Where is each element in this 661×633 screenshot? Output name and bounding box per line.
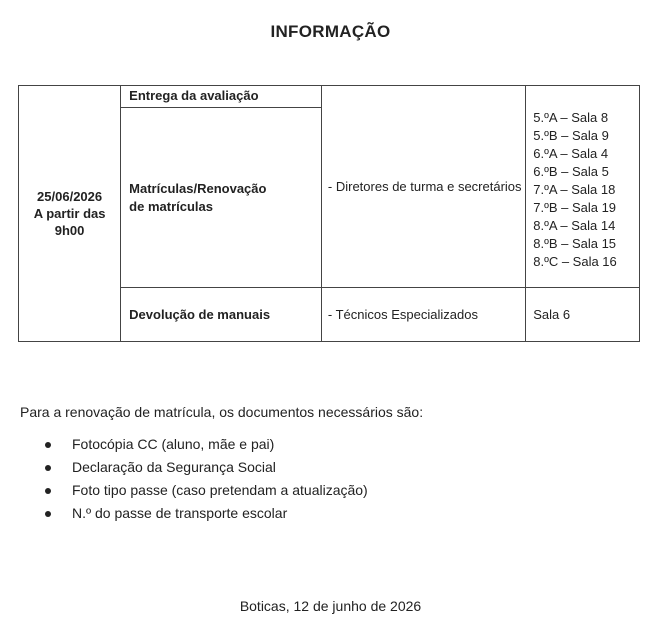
page-title: INFORMAÇÃO: [270, 22, 391, 41]
room-item: 6.ºB – Sala 5: [533, 163, 609, 179]
rooms-cell: [526, 86, 640, 288]
list-item: [22, 504, 368, 527]
activity-cell: [121, 108, 322, 288]
activity-label: Entrega da avaliação: [129, 88, 259, 103]
list-item: [22, 458, 368, 481]
table-row: [19, 86, 640, 108]
room-item: 6.ºA – Sala 4: [533, 145, 609, 161]
list-item: [22, 435, 368, 458]
activity-line: Matrículas/Renovação: [129, 180, 267, 196]
list-item-text: Declaração da Segurança Social: [72, 459, 276, 475]
room-list: [533, 103, 639, 271]
activity-label: [129, 180, 321, 216]
list-item: [22, 481, 368, 504]
activity-cell: [121, 288, 322, 342]
place-date: Boticas, 12 de junho de 2026: [239, 598, 422, 614]
date-line: 25/06/2026: [37, 189, 103, 204]
responsible-cell: - Técnicos Especializados: [321, 288, 525, 342]
date-line: 9h00: [54, 223, 85, 238]
documents-list: [22, 435, 368, 527]
schedule-table: [18, 85, 640, 342]
bullet-icon: [45, 511, 51, 517]
room-item: 5.ºA – Sala 8: [533, 109, 609, 125]
bullet-icon: [45, 488, 51, 494]
bullet-icon: [45, 465, 51, 471]
list-item-text: N.º do passe de transporte escolar: [72, 505, 288, 521]
activity-line: de matrículas: [129, 198, 213, 214]
list-item-text: Fotocópia CC (aluno, mãe e pai): [72, 436, 275, 452]
room-item: 8.ºC – Sala 16: [533, 253, 617, 269]
room-item: 5.ºB – Sala 9: [533, 127, 609, 143]
room-cell: Sala 6: [526, 288, 640, 342]
room-item: 7.ºB – Sala 19: [533, 199, 617, 215]
room-item: 8.ºA – Sala 14: [533, 217, 616, 233]
documents-intro: Para a renovação de matrícula, os documentos necessários são:: [20, 404, 424, 420]
date-line: A partir das: [33, 206, 106, 221]
bullet-icon: [45, 442, 51, 448]
date-cell: [19, 86, 121, 342]
activity-label: Devolução de manuais: [129, 307, 271, 322]
responsible-cell: - Diretores de turma e secretários: [321, 86, 525, 288]
room-item: 7.ºA – Sala 18: [533, 181, 616, 197]
room-item: 8.ºB – Sala 15: [533, 235, 617, 251]
list-item-text: Foto tipo passe (caso pretendam a atualização): [72, 482, 368, 498]
activity-cell: [121, 86, 322, 108]
